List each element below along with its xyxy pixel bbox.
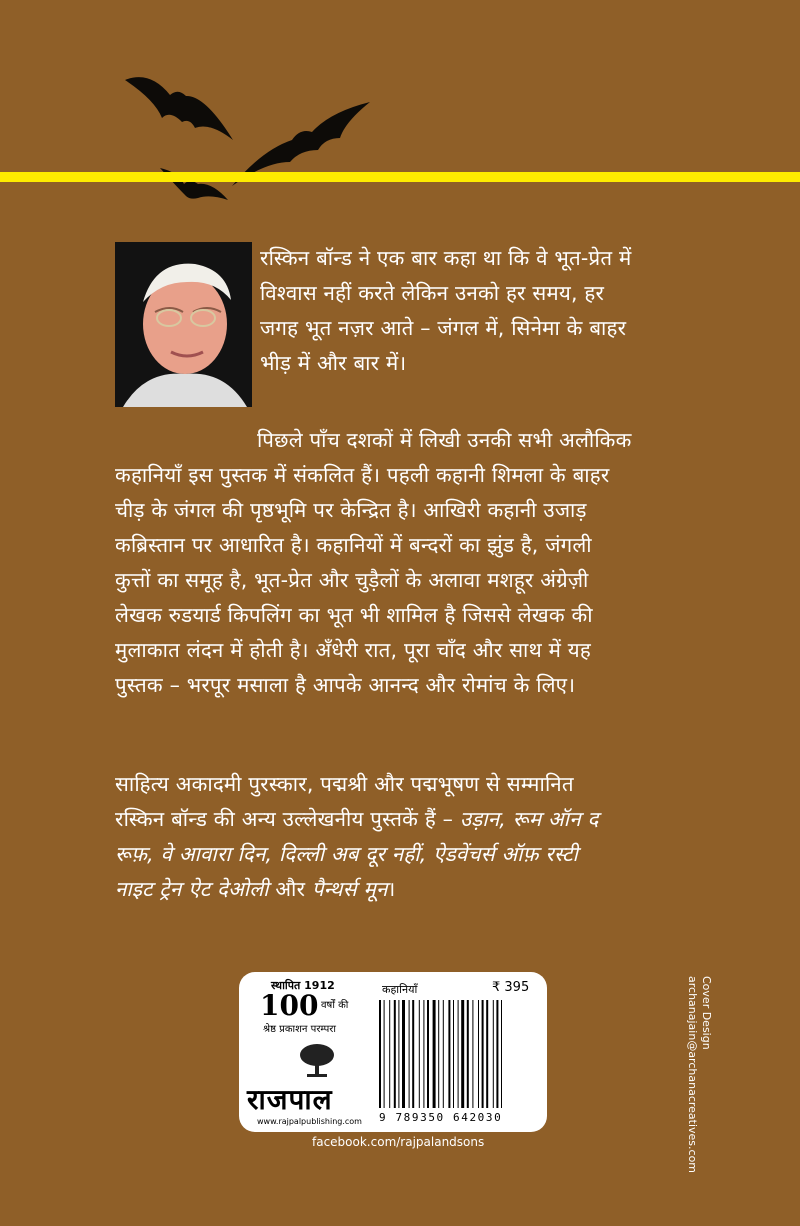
barcode-bar bbox=[448, 1000, 450, 1108]
barcode-bar bbox=[501, 1000, 502, 1108]
barcode-bar bbox=[478, 1000, 479, 1108]
barcode-bar bbox=[409, 1000, 410, 1108]
barcode-bar bbox=[433, 1000, 436, 1108]
barcode-bar bbox=[412, 1000, 414, 1108]
barcode-bar bbox=[482, 1000, 484, 1108]
barcode-bar bbox=[496, 1000, 498, 1108]
barcode-bar bbox=[472, 1000, 473, 1108]
price-label: ₹ 395 bbox=[492, 980, 530, 995]
text-line: पुस्तक – भरपूर मसाला है आपके आनन्द और रोमांच के लिए। bbox=[115, 673, 576, 697]
tradition-label: श्रेष्ठ प्रकाशन परम्परा bbox=[263, 1024, 336, 1035]
tree-logo-icon bbox=[297, 1042, 337, 1078]
barcode-bar bbox=[458, 1000, 459, 1108]
text-line: मुलाकात लंदन में होती है। अँधेरी रात, पूरा चाँद और साथ में यह bbox=[115, 638, 591, 662]
genre-label: कहानियाँ bbox=[382, 983, 418, 996]
book-titles: उड़ान, रूम ऑन द bbox=[459, 807, 599, 831]
book-titles: पैन्थर्स मून bbox=[311, 877, 388, 901]
publisher-name: राजपाल bbox=[247, 1083, 333, 1116]
barcode-bar bbox=[486, 1000, 488, 1108]
barcode-bar bbox=[394, 1000, 396, 1108]
text-fragment: और bbox=[268, 877, 312, 901]
text-line: लेखक रुडयार्ड किपलिंग का भूत भी शामिल है जिससे लेखक की bbox=[115, 603, 593, 627]
cover-design-credit bbox=[685, 976, 713, 1173]
barcode-bar bbox=[419, 1000, 420, 1108]
credit-email: archanajain@archanacreatives.com bbox=[686, 976, 699, 1174]
text-line: कुत्तों का समूह है, भूत-प्रेत और चुड़ैलों के अलावा मशहूर अंग्रेज़ी bbox=[115, 568, 589, 592]
other-books-paragraph bbox=[115, 767, 715, 907]
text-line: कब्रिस्तान पर आधारित है। कहानियों में बन्दरों का झुंड है, जंगली bbox=[115, 533, 592, 557]
barcode-bar bbox=[467, 1000, 469, 1108]
text-line: विश्वास नहीं करते लेकिन उनको हर समय, हर bbox=[260, 281, 605, 305]
text-line: जगह भूत नज़र आते – जंगल में, सिनेमा के बाहर bbox=[260, 316, 627, 340]
barcode-bar bbox=[427, 1000, 429, 1108]
book-titles: नाइट ट्रेन ऐट देओली bbox=[115, 877, 269, 901]
publisher-barcode-card bbox=[239, 972, 547, 1132]
barcode-bar bbox=[398, 1000, 399, 1108]
barcode-bar bbox=[384, 1000, 385, 1108]
barcode-bar bbox=[438, 1000, 439, 1108]
text-line: भीड़ में और बार में। bbox=[260, 351, 407, 375]
credit-title: Cover Design bbox=[700, 976, 713, 1050]
established-label: स्थापित 1912 bbox=[271, 979, 335, 992]
text-line bbox=[115, 872, 715, 907]
barcode-bar bbox=[402, 1000, 405, 1108]
text-fragment: । bbox=[387, 877, 396, 901]
yellow-stripe bbox=[0, 172, 800, 182]
bat-icon bbox=[125, 77, 233, 140]
author-photo bbox=[115, 242, 252, 407]
barcode-bar bbox=[461, 1000, 464, 1108]
text-line bbox=[115, 837, 715, 872]
text-line: चीड़ के जंगल की पृष्ठभूमि पर केन्द्रित है। आखिरी कहानी उजाड़ bbox=[115, 498, 587, 522]
text-fragment: रस्किन बॉन्ड की अन्य उल्लेखनीय पुस्तकें हैं – bbox=[115, 807, 460, 831]
barcode bbox=[377, 1000, 529, 1112]
barcode-bar bbox=[443, 1000, 444, 1108]
text-line: कहानियाँ इस पुस्तक में संकलित हैं। पहली कहानी शिमला के बाहर bbox=[115, 463, 610, 487]
category-label: Fiction / Short Stories bbox=[526, 1010, 539, 1128]
intro-paragraph bbox=[260, 241, 710, 381]
facebook-url: facebook.com/rajpalandsons bbox=[312, 1135, 485, 1149]
barcode-bar bbox=[389, 1000, 390, 1108]
barcode-bar bbox=[453, 1000, 454, 1108]
text-line: साहित्य अकादमी पुरस्कार, पद्मश्री और पद्मभूषण से सम्मानित bbox=[115, 772, 574, 796]
years-label: वर्षों की bbox=[321, 1000, 349, 1011]
text-line bbox=[115, 802, 715, 837]
text-line: पिछले पाँच दशकों में लिखी उनकी सभी अलौकिक bbox=[257, 428, 632, 452]
bats-illustration bbox=[0, 0, 800, 220]
barcode-bar bbox=[423, 1000, 424, 1108]
isbn-number: 9 789350 642030 bbox=[379, 1111, 503, 1124]
description-paragraph bbox=[115, 423, 715, 703]
publisher-url: www.rajpalpublishing.com bbox=[257, 1117, 362, 1126]
book-titles: रूफ़, वे आवारा दिन, दिल्ली अब दूर नहीं, ऐडवेंचर्स ऑफ़ रस्टी bbox=[115, 842, 578, 866]
barcode-bar bbox=[493, 1000, 494, 1108]
text-line: रस्किन बॉन्ड ने एक बार कहा था कि वे भूत-प्रेत में bbox=[260, 246, 632, 270]
hundred-years-number: 100 bbox=[260, 989, 319, 1022]
barcode-bar bbox=[379, 1000, 381, 1108]
